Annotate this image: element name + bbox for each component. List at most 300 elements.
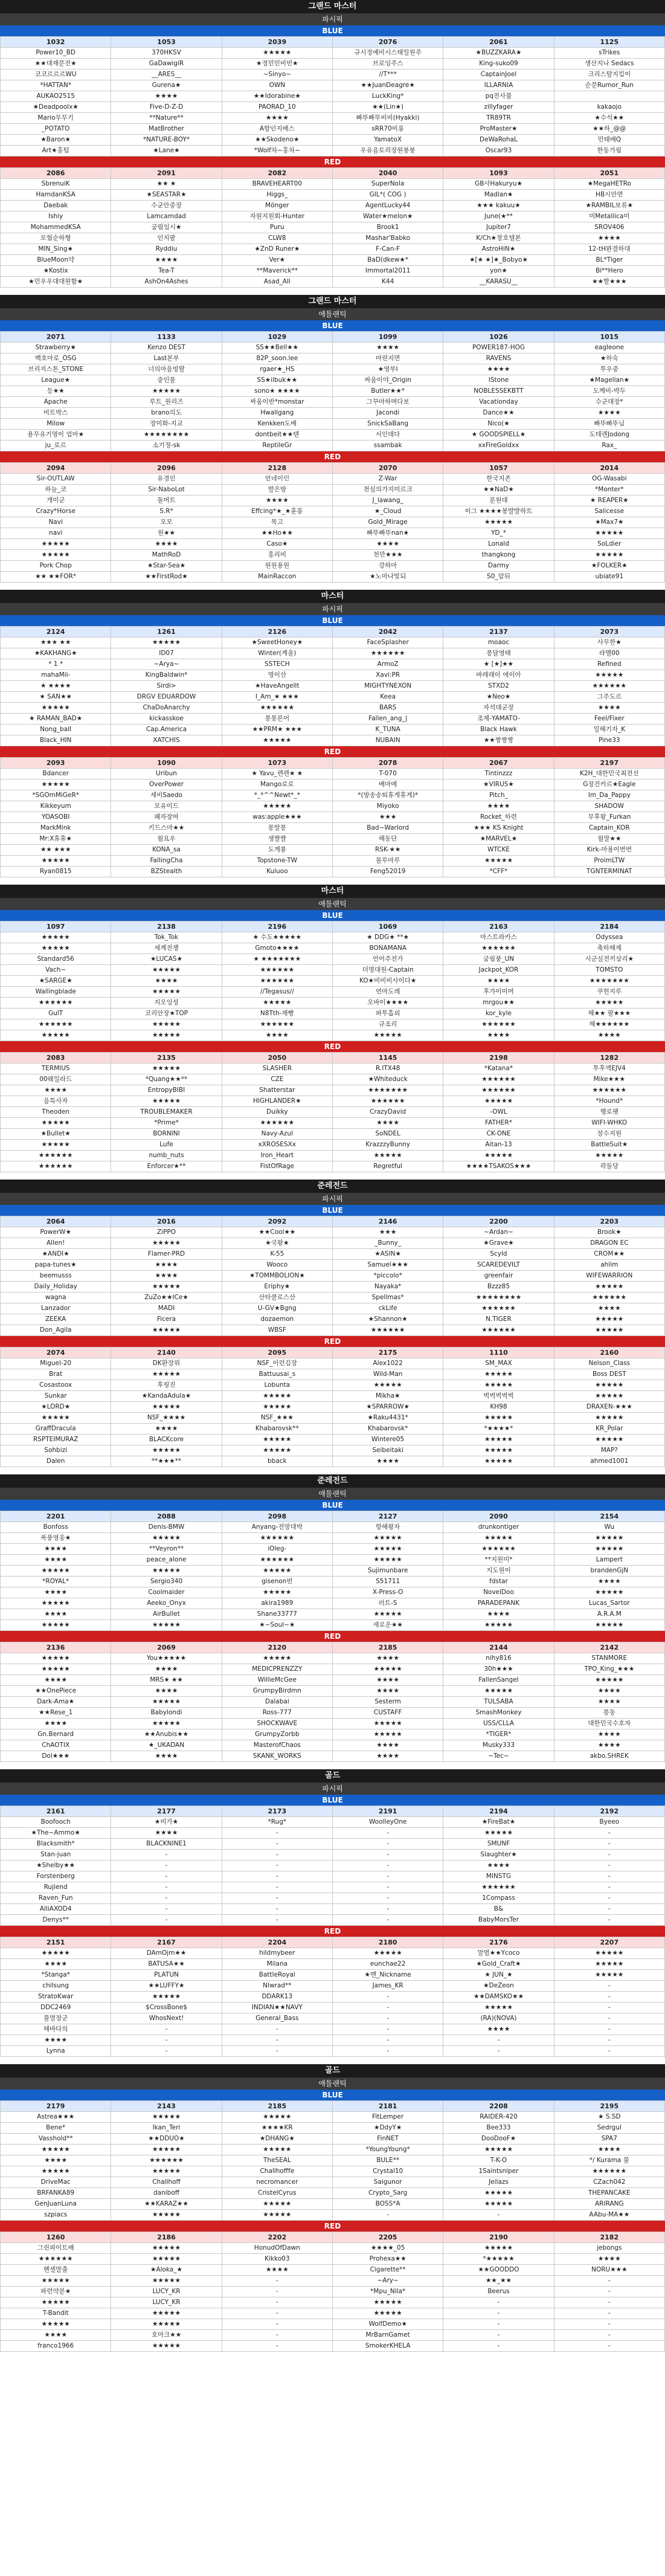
red-team-table	[0, 1937, 665, 2057]
player-name-cell: Mönger	[222, 201, 332, 211]
player-name-cell: 호아크★★	[111, 2330, 222, 2341]
player-name-cell: Standard56	[1, 954, 111, 965]
player-name-cell: Water★melon★	[332, 211, 443, 222]
player-name-cell: ubiate91	[554, 572, 664, 583]
player-name-cell: ★★★★	[222, 113, 332, 124]
player-name-cell: MIN_Sing★	[1, 244, 111, 255]
player-name-cell: 헨셀말출	[1, 2265, 111, 2276]
player-name-cell: Mikha★	[332, 1391, 443, 1402]
player-name-cell: DRAXEN-★★★	[554, 1402, 664, 1413]
player-name-cell: 생산지나 Sedacs	[554, 59, 664, 69]
player-name-cell: ★★★★	[1, 1555, 111, 1566]
player-name-cell: DDARK13	[222, 1992, 332, 2003]
player-name-cell: TheSEAL	[222, 2155, 332, 2166]
player-name-cell: ★★★★	[332, 1456, 443, 1467]
player-name-cell: MRS★ ★★	[111, 1675, 222, 1686]
player-name-cell: ID07	[111, 648, 222, 659]
team-number-cell: 2196	[222, 922, 332, 932]
player-name-cell: ★★★★★	[222, 2145, 332, 2155]
player-name-cell: Last본부	[111, 353, 222, 364]
player-name-cell: ★★★★★★	[443, 1074, 554, 1085]
player-name-cell: NSF_★★★★	[111, 1413, 222, 1424]
player-name-cell: -	[222, 1871, 332, 1882]
server-subtitle: 애틀랜틱	[0, 308, 665, 320]
player-name-cell: Tok_Tok	[111, 932, 222, 943]
player-name-cell: ★민우우대대원함★	[1, 277, 111, 288]
player-name-cell: Aitan-13	[443, 1140, 554, 1151]
player-name-cell: 장수지원	[554, 1129, 664, 1140]
player-name-cell: ★★★★★	[222, 801, 332, 812]
player-name-cell: ★★★★	[443, 2024, 554, 2035]
player-name-cell: ★★★★★	[111, 2319, 222, 2330]
player-name-cell: ★★★★	[222, 2265, 332, 2276]
player-name-cell: Wild-Man	[332, 1369, 443, 1380]
team-number-cell: 2160	[554, 1348, 664, 1358]
team-number-cell: 1069	[332, 922, 443, 932]
player-row	[1, 135, 665, 146]
player-row	[1, 1686, 665, 1697]
player-name-cell: Enforcer★**	[111, 1161, 222, 1172]
player-name-cell: ★★★★	[1, 1587, 111, 1598]
player-name-cell: ★★DDUO★	[111, 2134, 222, 2145]
player-name-cell: Babylondi	[111, 1708, 222, 1719]
player-name-cell: -	[332, 1882, 443, 1893]
player-name-cell: FATHER*	[443, 1118, 554, 1129]
section-gap	[0, 877, 665, 885]
player-name-cell: Dark-Ama★	[1, 1697, 111, 1708]
player-name-cell: mahaMii-	[1, 670, 111, 681]
player-name-cell: ★★★★★	[1, 1030, 111, 1041]
player-name-cell: SmokerKHELA	[332, 2341, 443, 2352]
player-name-cell: Challhofffe	[222, 2166, 332, 2177]
player-name-cell: -	[222, 1904, 332, 1915]
player-name-cell: -	[332, 1839, 443, 1850]
player-name-cell: CLW8	[222, 233, 332, 244]
red-team-bar: RED	[0, 1336, 665, 1347]
player-row	[1, 2166, 665, 2177]
player-name-cell: ★DdyY★	[332, 2123, 443, 2134]
player-name-cell: ★★★★	[332, 1675, 443, 1686]
player-name-cell: -	[222, 1828, 332, 1839]
player-name-cell: ★FireBat★	[443, 1817, 554, 1828]
player-name-cell: bback	[222, 1456, 332, 1467]
team-number-cell: 2051	[554, 168, 664, 179]
player-name-cell: Wu	[554, 1522, 664, 1533]
player-name-cell: 그꾸마하며다보	[332, 397, 443, 408]
player-name-cell: Saigunor	[332, 2177, 443, 2188]
player-name-cell: 말벌★★Ycoco	[443, 1948, 554, 1959]
player-name-cell: Theoden	[1, 1107, 111, 1118]
player-name-cell: -	[222, 1882, 332, 1893]
player-name-cell: 그주도르	[554, 692, 664, 703]
player-name-cell: -	[554, 2297, 664, 2308]
player-name-cell: ★ RAMAN_BAD★	[1, 714, 111, 725]
player-name-cell: -	[554, 1981, 664, 1992]
player-name-cell: *Quang★★**	[111, 1074, 222, 1085]
player-row	[1, 1064, 665, 1074]
player-name-cell: ssambak	[332, 441, 443, 451]
player-name-cell: ★영부I	[332, 364, 443, 375]
player-name-cell: -	[222, 1850, 332, 1861]
player-row	[1, 190, 665, 201]
player-name-cell: ~Ardan~	[443, 1227, 554, 1238]
player-name-cell: S51711	[332, 1577, 443, 1587]
player-name-cell: ★★★★★★	[1, 1151, 111, 1161]
player-row	[1, 2254, 665, 2265]
player-name-cell: Shatterstar	[222, 1085, 332, 1096]
player-name-cell: StratoKwar	[1, 1992, 111, 2003]
player-name-cell: ★★★★★★	[222, 703, 332, 714]
player-name-cell: ★ JUN_★	[443, 1970, 554, 1981]
player-name-cell: 모유이드	[111, 801, 222, 812]
player-name-cell: ★ S.SD	[554, 2112, 664, 2123]
section-gap	[0, 1467, 665, 1474]
player-name-cell: 해동단	[332, 834, 443, 845]
player-name-cell: akira1989	[222, 1598, 332, 1609]
player-name-cell: -	[554, 2308, 664, 2319]
player-name-cell: -	[222, 2330, 332, 2341]
player-name-cell: ★★★★★	[443, 2188, 554, 2199]
player-name-cell: papa-tunes★	[1, 1260, 111, 1271]
player-row	[1, 2035, 665, 2046]
player-name-cell: ★★★ kakuu★	[443, 201, 554, 211]
player-row	[1, 386, 665, 397]
player-row	[1, 2112, 665, 2123]
blue-team-bar: BLUE	[0, 1500, 665, 1511]
player-name-cell: ArmoZ	[332, 659, 443, 670]
player-name-cell: ★BUZZKARA★	[443, 48, 554, 59]
player-row	[1, 1325, 665, 1336]
player-row	[1, 1314, 665, 1325]
player-name-cell: mrgou★★	[443, 998, 554, 1009]
player-name-cell: 불멸장군	[1, 2013, 111, 2024]
player-row	[1, 823, 665, 834]
player-row	[1, 856, 665, 867]
player-name-cell: 싸움이야_Origin	[332, 375, 443, 386]
player-name-cell: WIFI-WHKO	[554, 1118, 664, 1129]
team-number-cell: 2205	[332, 2232, 443, 2243]
player-name-cell: Boofooch	[1, 1817, 111, 1828]
player-name-cell: ★★★★★	[111, 2145, 222, 2155]
player-name-cell: *(방송송퇴휴게휴게)*	[332, 790, 443, 801]
player-name-cell: ★Kostix	[1, 266, 111, 277]
player-name-cell: ★★★★★	[111, 2276, 222, 2287]
section-gap	[0, 2057, 665, 2064]
player-name-cell: Kikko03	[222, 2254, 332, 2265]
player-name-cell: **지원미*	[443, 1555, 554, 1566]
team-number-cell: 2144	[443, 1642, 554, 1653]
player-name-cell: ★★★★★	[443, 2199, 554, 2210]
player-name-cell: Lucas_Sartor	[554, 1598, 664, 1609]
player-name-cell: ★★★★★	[332, 1719, 443, 1729]
player-row	[1, 375, 665, 386]
player-name-cell: NUBAIN	[332, 735, 443, 746]
player-name-cell: **Veyron**	[111, 1544, 222, 1555]
player-name-cell: RAIDER-420	[443, 2112, 554, 2123]
player-name-cell: AirBullet	[111, 1609, 222, 1620]
player-name-cell: ★★★★★	[554, 528, 664, 539]
player-name-cell: Ver★	[222, 255, 332, 266]
player-row	[1, 1227, 665, 1238]
player-row	[1, 735, 665, 746]
player-name-cell: Feel/Fixer	[554, 714, 664, 725]
player-name-cell: Cigarette**	[332, 2265, 443, 2276]
team-number-cell: 2176	[443, 1937, 554, 1948]
player-row	[1, 1151, 665, 1161]
player-name-cell: 마스트라카스	[443, 932, 554, 943]
player-name-cell: -	[554, 2024, 664, 2035]
player-name-cell: eagleone	[554, 343, 664, 353]
player-name-cell: Nong_ball	[1, 725, 111, 735]
player-name-cell: Lynna	[1, 2046, 111, 2057]
player-name-cell: -	[222, 2287, 332, 2297]
player-name-cell: ★Deadpoolx★	[1, 102, 111, 113]
team-number-cell: 1097	[1, 922, 111, 932]
player-name-cell: ★LUCAS★	[111, 954, 222, 965]
team-number-row	[1, 1216, 665, 1227]
player-name-cell: Brook1	[332, 222, 443, 233]
blue-team-table	[0, 1216, 665, 1336]
player-name-cell: ★★★★★	[332, 1729, 443, 1740]
player-name-cell: brandenGjN	[554, 1566, 664, 1577]
player-name-cell: PARADEPANK	[443, 1598, 554, 1609]
player-name-cell: ★MARVEL★	[443, 834, 554, 845]
team-number-cell: 2098	[222, 1511, 332, 1522]
player-name-cell: Bzzz85	[443, 1282, 554, 1293]
player-name-cell: TOMSTO	[554, 965, 664, 976]
player-name-cell: Boss DEST	[554, 1369, 664, 1380]
red-team-table	[0, 1052, 665, 1172]
player-name-cell: 항해왕자	[332, 1522, 443, 1533]
player-row	[1, 2155, 665, 2166]
player-name-cell: ★수석★★	[554, 113, 664, 124]
player-name-cell: K-55	[222, 1249, 332, 1260]
player-name-cell: Scyld	[443, 1249, 554, 1260]
player-name-cell: SROV406	[554, 222, 664, 233]
player-name-cell: 언어주전가	[332, 954, 443, 965]
player-name-cell: GrumpyBirdmn	[222, 1686, 332, 1697]
player-name-cell: BattleSuit★	[554, 1140, 664, 1151]
player-name-cell: ★Whiteduck	[332, 1074, 443, 1085]
player-name-cell: -	[554, 2330, 664, 2341]
player-name-cell: ★★★★★	[1, 539, 111, 550]
player-name-cell: *piccolo*	[332, 1271, 443, 1282]
player-name-cell: ★★★★★	[1, 932, 111, 943]
player-name-cell: Nlwrad**	[222, 1981, 332, 1992]
blue-team-bar: BLUE	[0, 1795, 665, 1806]
player-row	[1, 506, 665, 517]
team-number-cell: 2197	[554, 758, 664, 769]
player-name-cell: ★★★★★	[111, 2308, 222, 2319]
player-name-cell: AlliAXOD4	[1, 1904, 111, 1915]
player-name-cell: Z-War	[332, 474, 443, 485]
player-name-cell: ★★★★★	[1, 2297, 111, 2308]
team-number-cell: 2180	[332, 1937, 443, 1948]
player-name-cell: 사무한★	[554, 638, 664, 648]
player-name-cell: FallingCha	[111, 856, 222, 867]
player-name-cell: ★★대재문전★	[1, 59, 111, 69]
player-name-cell: ★★NaD★	[443, 485, 554, 496]
player-name-cell: 한동가림	[554, 146, 664, 157]
player-name-cell: CaptainJoel	[443, 69, 554, 80]
player-name-cell: -	[554, 2035, 664, 2046]
player-name-cell: ★★★★★	[1, 1413, 111, 1424]
player-name-cell: ★★★★★	[1, 1118, 111, 1129]
player-name-cell: Wallingblade	[1, 987, 111, 998]
player-name-cell: -	[332, 1915, 443, 1926]
player-name-cell: Fallen_ang_|	[332, 714, 443, 725]
player-name-cell: ★★★★★	[1, 2276, 111, 2287]
section-gap	[0, 1762, 665, 1769]
server-subtitle: 파시픽	[0, 603, 665, 615]
player-name-cell: ★★★★★★	[443, 943, 554, 954]
tier-section	[0, 0, 665, 288]
player-name-cell: ★★★★★	[1, 1653, 111, 1664]
player-name-cell: *TIGER*	[443, 1729, 554, 1740]
player-name-cell: Duikky	[222, 1107, 332, 1118]
team-number-cell: 2190	[443, 2232, 554, 2243]
player-name-cell: 규시정예비시스태일원주	[332, 48, 443, 59]
player-name-cell: ★ASIN★	[332, 1249, 443, 1260]
player-name-cell: T-070	[332, 769, 443, 780]
player-name-cell: ★★FirstRod★	[111, 572, 222, 583]
player-name-cell: 민태배Q	[554, 135, 664, 146]
player-name-cell: 언네이인	[222, 474, 332, 485]
player-name-cell: 1Saintsniper	[443, 2166, 554, 2177]
player-name-cell: Iron_Heart	[222, 1151, 332, 1161]
team-number-row	[1, 1642, 665, 1653]
player-name-cell: Cosastoox	[1, 1380, 111, 1391]
player-name-cell: ★★★★TSAKOS★★★	[443, 1161, 554, 1172]
player-row	[1, 1161, 665, 1172]
player-name-cell: Asad_All	[222, 277, 332, 288]
team-number-cell: 2194	[443, 1806, 554, 1817]
team-number-cell: 2061	[443, 37, 554, 48]
player-name-cell: Mario무무기	[1, 113, 111, 124]
player-name-cell: ★★★★★★	[332, 1325, 443, 1336]
player-name-cell: GraffDracula	[1, 1424, 111, 1435]
player-name-cell: ★ SAN★★	[1, 692, 111, 703]
player-name-cell: ★★★★★	[111, 1402, 222, 1413]
player-name-cell: 파투흡외	[332, 1009, 443, 1019]
player-name-cell: ★노마나빛되	[332, 572, 443, 583]
player-row	[1, 1751, 665, 1762]
player-name-cell: SPA7	[554, 2134, 664, 2145]
player-name-cell: Alex1022	[332, 1358, 443, 1369]
player-row	[1, 1118, 665, 1129]
player-name-cell: DK환장위	[111, 1358, 222, 1369]
player-name-cell: ★★★★★	[443, 1686, 554, 1697]
player-name-cell: ★★★★★	[111, 965, 222, 976]
server-subtitle: 파시픽	[0, 1193, 665, 1205]
player-row	[1, 91, 665, 102]
player-name-cell: 코코르르르WU	[1, 69, 111, 80]
team-number-cell: 1090	[111, 758, 222, 769]
player-name-cell: R.ITX48	[332, 1064, 443, 1074]
player-name-cell: ★★★★★★	[1, 2254, 111, 2265]
player-name-cell: Im_Da_Pappy	[554, 790, 664, 801]
player-name-cell: 월요우	[111, 834, 222, 845]
player-row	[1, 1435, 665, 1445]
player-name-cell: FistOfRage	[222, 1161, 332, 1172]
player-name-cell: ★★★★★	[1, 2166, 111, 2177]
blue-team-bar: BLUE	[0, 910, 665, 921]
player-name-cell: -	[443, 2035, 554, 2046]
player-name-cell: ★★할★★★	[554, 277, 664, 288]
player-name-cell: F-Can-F	[332, 244, 443, 255]
player-name-cell: ★★★★★	[111, 386, 222, 397]
player-name-cell: ahmed1001	[554, 1456, 664, 1467]
player-name-cell: Sedrgul	[554, 2123, 664, 2134]
player-name-cell: FallenSangel	[443, 1675, 554, 1686]
player-row	[1, 2297, 665, 2308]
player-name-cell: FaceSplasher	[332, 638, 443, 648]
player-row	[1, 2265, 665, 2276]
player-name-cell: -	[554, 2276, 664, 2287]
player-name-cell: -	[554, 1915, 664, 1926]
team-number-cell: 1073	[222, 758, 332, 769]
player-name-cell: XATCHIS	[111, 735, 222, 746]
player-name-cell: ★★★★★	[554, 1325, 664, 1336]
player-name-cell: CristelCyrus	[222, 2188, 332, 2199]
player-row	[1, 1424, 665, 1435]
player-row	[1, 561, 665, 572]
player-name-cell: ★★★★★	[332, 1555, 443, 1566]
player-name-cell: ★★★★	[111, 976, 222, 987]
player-name-cell: ★★★★★★	[222, 1555, 332, 1566]
player-row	[1, 2319, 665, 2330]
player-name-cell: ★★★★★	[554, 1533, 664, 1544]
player-name-cell: BORNINI	[111, 1129, 222, 1140]
player-row	[1, 703, 665, 714]
player-name-cell: Kirk-마용이번번	[554, 845, 664, 856]
team-number-row	[1, 627, 665, 638]
player-name-cell: Ross-777	[222, 1708, 332, 1719]
player-name-cell: 싸움이반*monstar	[222, 397, 332, 408]
tier-section	[0, 1474, 665, 1762]
player-row	[1, 1544, 665, 1555]
player-name-cell: Blacksmith*	[1, 1839, 111, 1850]
player-row	[1, 222, 665, 233]
player-name-cell: ★★★★★	[111, 1445, 222, 1456]
player-name-cell: ★SPARROW★	[332, 1402, 443, 1413]
player-name-cell: -OWL	[443, 1107, 554, 1118]
blue-team-table	[0, 921, 665, 1041]
player-name-cell: ★★★★★★	[554, 2166, 664, 2177]
player-name-cell: K_TUNA	[332, 725, 443, 735]
player-name-cell: numb_nuts	[111, 1151, 222, 1161]
player-name-cell: ★Lane★	[111, 146, 222, 157]
player-name-cell: ★Baron★	[1, 135, 111, 146]
player-name-cell: 중인물	[111, 375, 222, 386]
player-name-cell: ★★★★★	[554, 1970, 664, 1981]
player-name-cell: **Maverick**	[222, 266, 332, 277]
player-name-cell: 빠뚜빠뚜비비(Hyakki)	[332, 113, 443, 124]
player-name-cell: *Monter*	[554, 485, 664, 496]
player-name-cell: WTCKE	[443, 845, 554, 856]
player-name-cell: BOSS*A	[332, 2199, 443, 2210]
player-name-cell: HIGHLANDER★	[222, 1096, 332, 1107]
player-row	[1, 1871, 665, 1882]
player-name-cell: MasterofChaos	[222, 1740, 332, 1751]
player-name-cell: Tea-T	[111, 266, 222, 277]
player-row	[1, 1074, 665, 1085]
player-name-cell: SMUNF	[443, 1839, 554, 1850]
player-name-cell: 행로팻	[554, 1107, 664, 1118]
player-name-cell: 원★★	[111, 528, 222, 539]
player-name-cell: 인지팔	[111, 233, 222, 244]
player-name-cell: dozaemon	[222, 1314, 332, 1325]
